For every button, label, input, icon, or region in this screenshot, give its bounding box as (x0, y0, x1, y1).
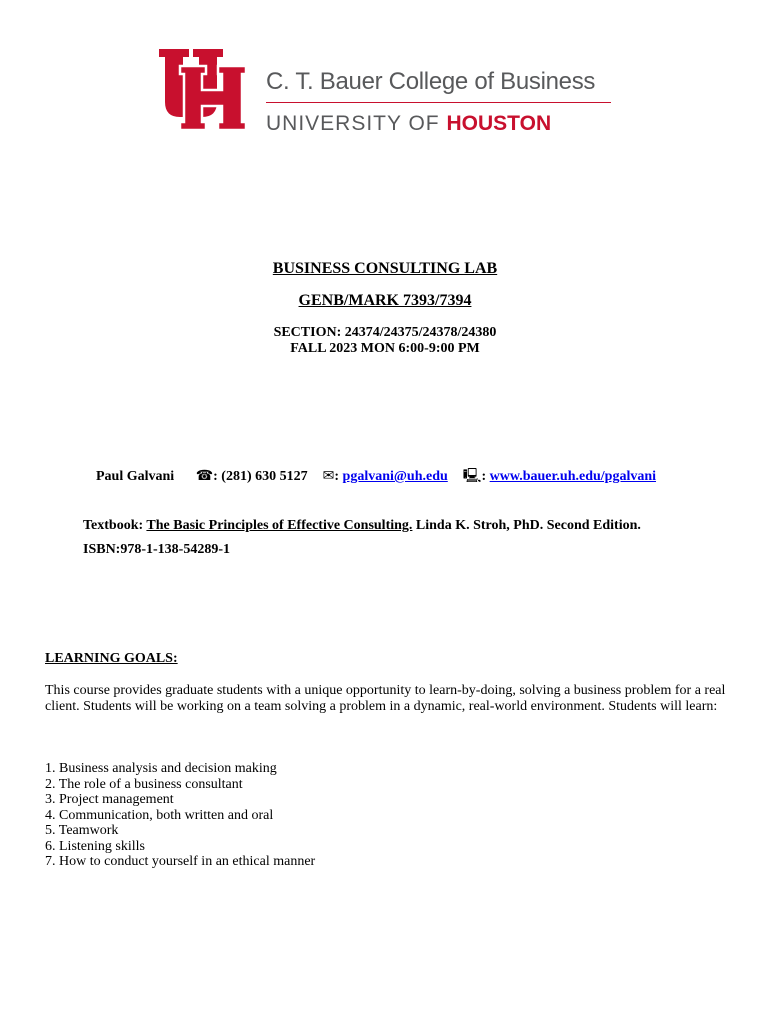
list-item: 6. Listening skills (45, 838, 145, 854)
learning-goals-heading: LEARNING GOALS: (45, 651, 178, 666)
college-name: C. T. Bauer College of Business (266, 68, 596, 95)
uh-logo-icon (156, 44, 248, 134)
website-separator: : (481, 469, 487, 484)
university-name: UNIVERSITY OF HOUSTON (266, 112, 552, 135)
instructor-name: Paul Galvani (96, 469, 175, 484)
computer-icon: 🖳 (462, 469, 482, 484)
list-item: 7. How to conduct yourself in an ethical manner (45, 854, 316, 869)
website-link[interactable]: www.bauer.uh.edu/pgalvani (489, 469, 657, 484)
email-separator: : (334, 469, 340, 484)
university-logo (156, 44, 616, 136)
learning-goals-paragraph: This course provides graduate students with a unique opportunity to learn-by-doing, solving a business problem for a real client. Students will be working on a team solving a problem in a dynamic, real-world environment. Students will learn: (45, 683, 726, 714)
course-schedule: FALL 2023 MON 6:00-9:00 PM (290, 341, 480, 356)
learning-goals-list (45, 761, 315, 870)
list-item: 4. Communication, both written and oral (45, 807, 274, 823)
textbook-author: Linda K. Stroh, PhD. Second Edition. (415, 518, 641, 533)
instructor-contact (96, 465, 656, 489)
course-title: BUSINESS CONSULTING LAB (272, 260, 498, 277)
textbook-label: Textbook: (83, 518, 144, 533)
list-item: 3. Project management (45, 792, 174, 807)
textbook-line (83, 518, 641, 534)
phone-number: : (281) 630 5127 (213, 469, 308, 484)
course-code: GENB/MARK 7393/7394 (298, 292, 472, 309)
course-section: SECTION: 24374/24375/24378/24380 (273, 325, 497, 340)
textbook-isbn: ISBN:978-1-138-54289-1 (83, 542, 230, 557)
list-item: 2. The role of a business consultant (45, 776, 243, 792)
logo-divider (266, 102, 611, 103)
textbook-title: The Basic Principles of Effective Consulting. (146, 518, 413, 533)
email-link[interactable]: pgalvani@uh.edu (342, 469, 448, 484)
envelope-icon: ✉ (322, 469, 335, 484)
list-item: 5. Teamwork (45, 823, 119, 838)
list-item: 1. Business analysis and decision making (45, 761, 277, 776)
phone-icon: ☎ (195, 469, 214, 484)
